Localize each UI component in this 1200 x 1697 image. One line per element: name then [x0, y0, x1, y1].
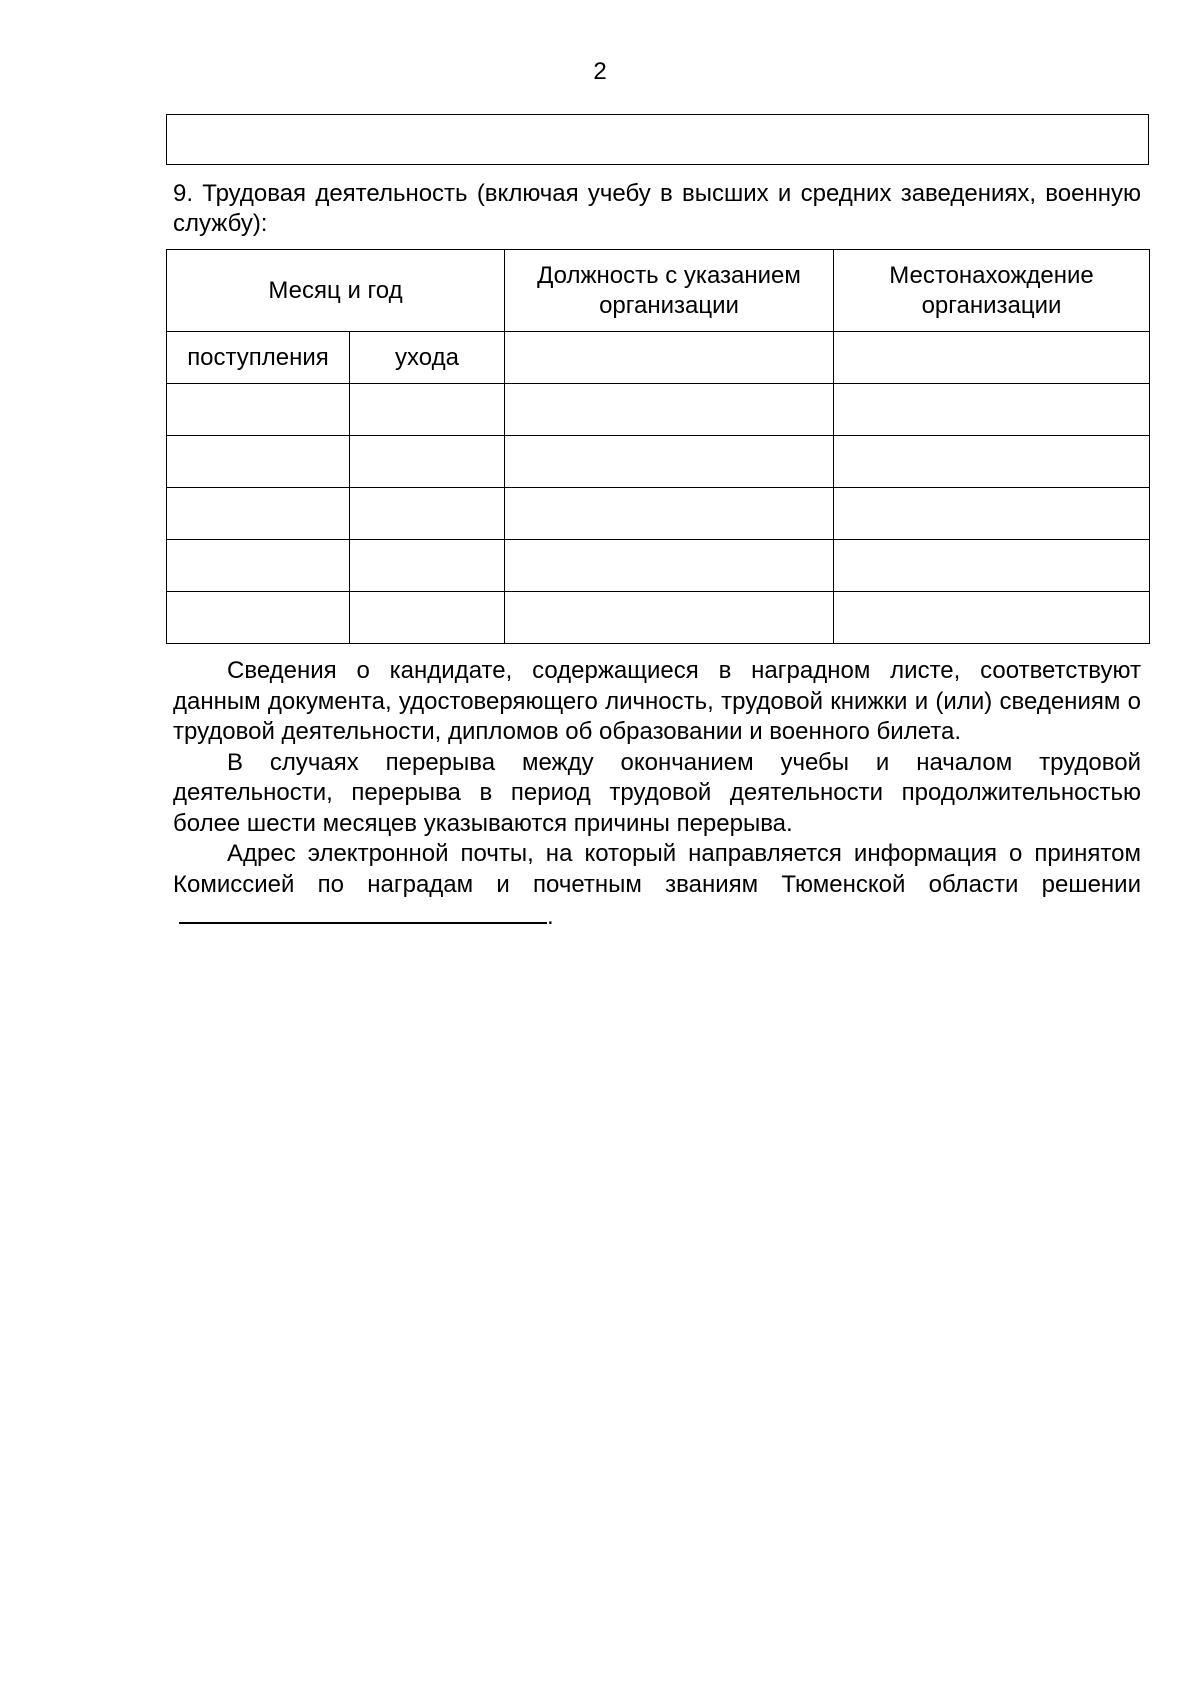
- table-cell[interactable]: [505, 384, 834, 436]
- table-cell[interactable]: [505, 488, 834, 540]
- table-row: [167, 384, 1150, 436]
- header-position: [505, 250, 834, 332]
- table-cell[interactable]: [834, 540, 1150, 592]
- table-cell[interactable]: [505, 436, 834, 488]
- paragraph-email-address: [173, 839, 1141, 933]
- table-cell[interactable]: [350, 592, 505, 644]
- table-row: [167, 592, 1150, 644]
- table-row: [167, 436, 1150, 488]
- work-history-table: [166, 249, 1150, 644]
- table-cell[interactable]: [505, 332, 834, 384]
- paragraph-data-conformity: Сведения о кандидате, содержащиеся в наградном листе, соответствуют данным документа, удостоверяющего личность, трудовой книжки и (или) сведениям о трудовой деятельности, дипломов об образовании и военного билета.: [173, 657, 1141, 745]
- table-cell[interactable]: [350, 540, 505, 592]
- subheader-start: поступления: [167, 332, 350, 384]
- header-position-text: Должность с указанием организации: [537, 261, 801, 319]
- header-location: [834, 250, 1150, 332]
- table-cell[interactable]: [505, 540, 834, 592]
- table-cell[interactable]: [350, 436, 505, 488]
- table-subheader-row: [167, 332, 1150, 384]
- email-address-blank-line[interactable]: [179, 900, 547, 924]
- table-header-row: [167, 250, 1150, 332]
- table-cell[interactable]: [167, 592, 350, 644]
- paragraph-work-breaks: В случаях перерыва между окончанием учебы и началом трудовой деятельности, перерыва в период трудовой деятельности продолжительностью более шести месяцев указываются причины перерыва.: [173, 748, 1141, 837]
- previous-section-table-box: [166, 114, 1149, 165]
- table-cell[interactable]: [167, 488, 350, 540]
- section-9-heading: 9. Трудовая деятельность (включая учебу в высших и средних заведениях, военную службу):: [173, 180, 1141, 237]
- email-paragraph-end: .: [547, 903, 554, 930]
- table-row: [167, 488, 1150, 540]
- page-number: 2: [593, 58, 607, 85]
- table-cell[interactable]: [167, 436, 350, 488]
- body-paragraphs: [173, 656, 1141, 933]
- table-cell[interactable]: [834, 488, 1150, 540]
- table-cell[interactable]: [350, 488, 505, 540]
- email-paragraph-text: Адрес электронной почты, на который направляется информация о принятом Комиссией по наградам и почетным званиям Тюменской области решении: [173, 840, 1141, 898]
- table-cell[interactable]: [834, 384, 1150, 436]
- table-cell[interactable]: [350, 384, 505, 436]
- header-location-text: Местонахождение организации: [889, 261, 1094, 319]
- table-row: [167, 540, 1150, 592]
- table-cell[interactable]: [167, 540, 350, 592]
- table-cell[interactable]: [834, 332, 1150, 384]
- table-cell[interactable]: [834, 436, 1150, 488]
- table-cell[interactable]: [505, 592, 834, 644]
- table-cell[interactable]: [167, 384, 350, 436]
- subheader-end: ухода: [350, 332, 505, 384]
- header-month-year: Месяц и год: [167, 250, 505, 332]
- table-cell[interactable]: [834, 592, 1150, 644]
